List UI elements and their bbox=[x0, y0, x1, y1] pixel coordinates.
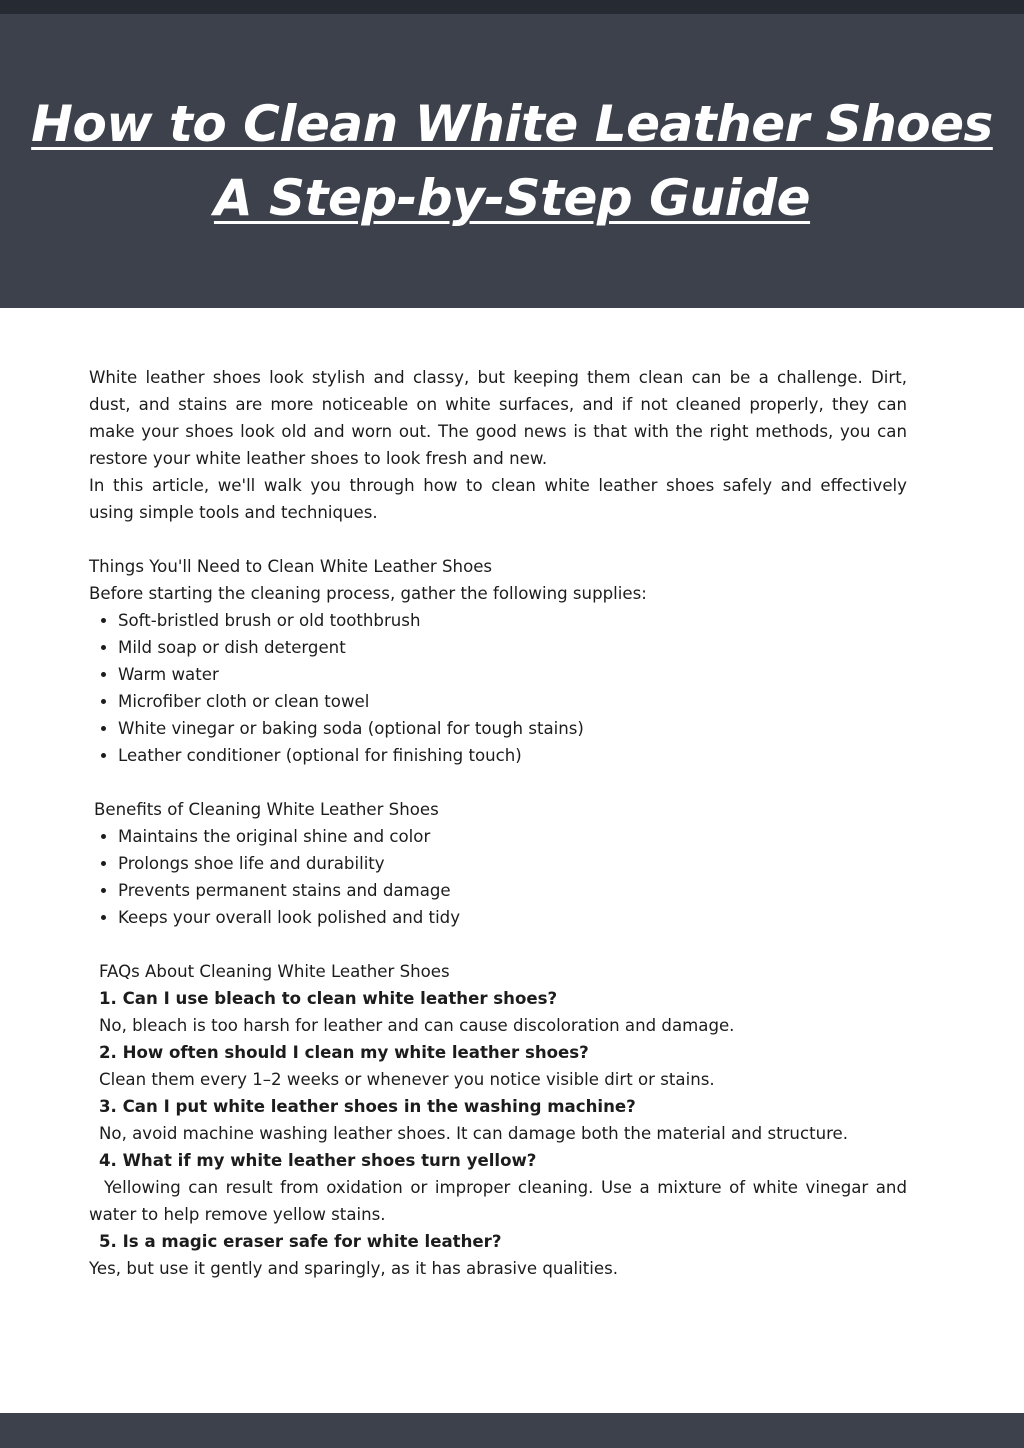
faq-question: 5. Is a magic eraser safe for white leather? bbox=[99, 1232, 502, 1251]
intro-paragraph-2: In this article, we'll walk you through how to clean white leather shoes safely and effectively using simple tools and techniques. bbox=[89, 476, 907, 522]
top-strip bbox=[0, 0, 1024, 14]
page-title-line-2: A Step-by-Step Guide bbox=[213, 169, 811, 227]
list-item: • Soft-bristled brush or old toothbrush bbox=[118, 607, 907, 634]
faq-answer: Clean them every 1–2 weeks or whenever you notice visible dirt or stains. bbox=[99, 1070, 715, 1089]
faq-answer: No, bleach is too harsh for leather and can cause discoloration and damage. bbox=[99, 1016, 735, 1035]
list-item: • White vinegar or baking soda (optional for tough stains) bbox=[118, 715, 907, 742]
list-item: • Maintains the original shine and color bbox=[118, 823, 907, 850]
list-item: • Prevents permanent stains and damage bbox=[118, 877, 907, 904]
list-item: • Prolongs shoe life and durability bbox=[118, 850, 907, 877]
faq-heading: FAQs About Cleaning White Leather Shoes bbox=[99, 962, 450, 981]
list-item: • Microfiber cloth or clean towel bbox=[118, 688, 907, 715]
header-banner bbox=[0, 14, 1024, 308]
supplies-list bbox=[89, 607, 907, 769]
list-item: • Mild soap or dish detergent bbox=[118, 634, 907, 661]
faq-question: 4. What if my white leather shoes turn yellow? bbox=[99, 1151, 537, 1170]
list-item: • Keeps your overall look polished and tidy bbox=[118, 904, 907, 931]
intro-paragraph-1: White leather shoes look stylish and classy, but keeping them clean can be a challenge. Dirt, dust, and stains are more noticeable on white surfaces, and if not cleaned properly, they can make your shoes look old and worn out. The good news is that with the right methods, you can restore your white leather shoes to look fresh and new. bbox=[89, 368, 907, 468]
faq-question: 2. How often should I clean my white leather shoes? bbox=[99, 1043, 589, 1062]
article-body bbox=[89, 364, 907, 1282]
faq-answer: No, avoid machine washing leather shoes. It can damage both the material and structure. bbox=[99, 1124, 849, 1143]
faq-answer: Yes, but use it gently and sparingly, as it has abrasive qualities. bbox=[89, 1259, 618, 1278]
faq-answer: Yellowing can result from oxidation or improper cleaning. Use a mixture of white vinegar and water to help remove yellow stains. bbox=[89, 1178, 907, 1224]
benefits-heading: Benefits of Cleaning White Leather Shoes bbox=[94, 800, 439, 819]
faq-question: 1. Can I use bleach to clean white leather shoes? bbox=[99, 989, 558, 1008]
list-item: • Leather conditioner (optional for finishing touch) bbox=[118, 742, 907, 769]
supplies-heading: Things You'll Need to Clean White Leather Shoes bbox=[89, 557, 493, 576]
supplies-lead: Before starting the cleaning process, gather the following supplies: bbox=[89, 584, 647, 603]
benefits-list bbox=[89, 823, 907, 931]
footer-bar bbox=[0, 1413, 1024, 1448]
faq-question: 3. Can I put white leather shoes in the washing machine? bbox=[99, 1097, 636, 1116]
page-title-line-1: How to Clean White Leather Shoes bbox=[31, 95, 993, 153]
list-item: • Warm water bbox=[118, 661, 907, 688]
